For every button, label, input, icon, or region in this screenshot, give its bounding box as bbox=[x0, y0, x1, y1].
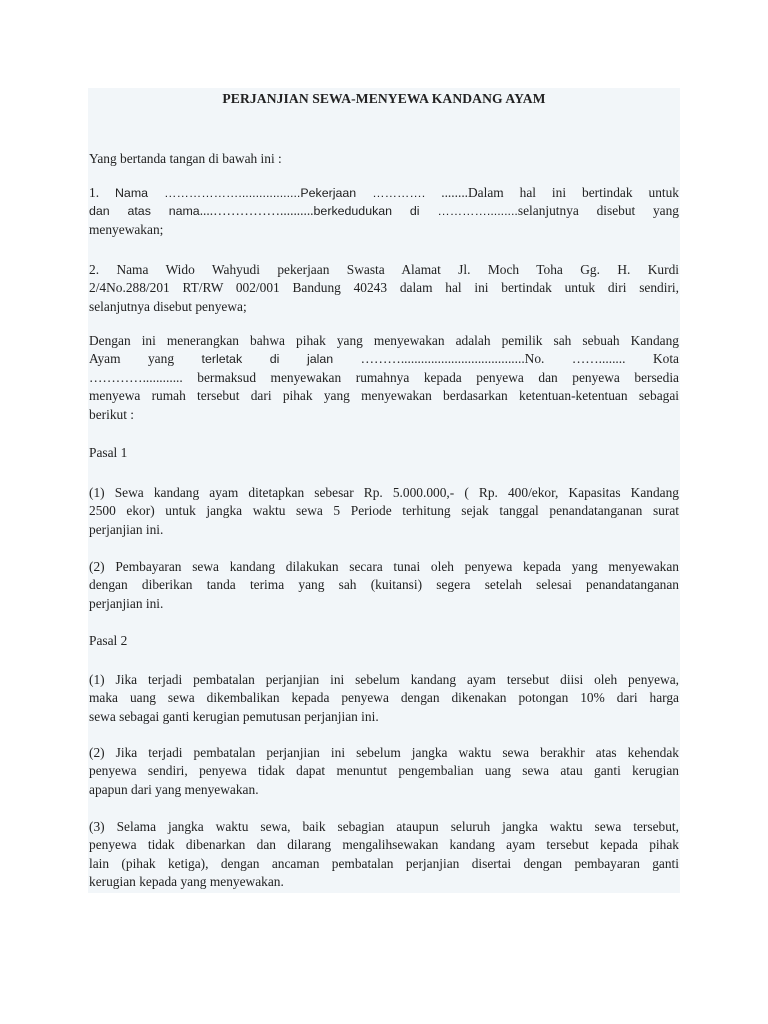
statement-line-5: berikut : bbox=[89, 406, 134, 422]
party-2-line-2: 2/4No.288/201 RT/RW 002/001 Bandung 40243 dalam hal ini bertindak untuk diri sendiri, bbox=[89, 280, 679, 296]
party-2-paragraph bbox=[89, 261, 679, 316]
party-1-line-2: dan atas nama....……………..........berkedudukan di ………….........selanjutnya disebut yang bbox=[89, 203, 679, 219]
pasal-2-heading: Pasal 2 bbox=[89, 633, 128, 648]
pasal-1-clause-2: (2) Pembayaran sewa kandang dilakukan secara tunai oleh penyewa kepada yang menyewakan dengan diberikan tanda terima yang sah (kuitansi) segera setelah selesai penandatanganan perjanjian ini. bbox=[89, 559, 679, 611]
pasal-1-clause-1: (1) Sewa kandang ayam ditetapkan sebesar Rp. 5.000.000,- ( Rp. 400/ekor, Kapasitas Kandang 2500 ekor) untuk jangka waktu sewa 5 Periode terhitung sejak tanggal penandatanganan surat perjanjian ini. bbox=[89, 485, 679, 537]
pasal-2-clause-3: (3) Selama jangka waktu sewa, baik sebagian ataupun seluruh jangka waktu sewa tersebut, penyewa tidak dibenarkan dan dilarang mengalihsewakan kandang ayam tersebut kepada pihak lain (pihak ketiga), dengan ancaman pembatalan perjanjian disertai dengan pembayaran ganti kerugian kepada yang menyewakan. bbox=[89, 819, 679, 890]
pasal-2-clause-1: (1) Jika terjadi pembatalan perjanjian ini sebelum kandang ayam tersebut diisi oleh penyewa, maka uang sewa dikembalikan kepada penyewa dengan dikenakan potongan 10% dari harga sewa sebagai ganti kerugian pemutusan perjanjian ini. bbox=[89, 672, 679, 724]
party-1-paragraph bbox=[89, 184, 679, 239]
pasal-1-heading: Pasal 1 bbox=[89, 445, 128, 460]
statement-line-1: Dengan ini menerangkan bahwa pihak yang menyewakan adalah pemilik sah sebuah Kandang bbox=[89, 333, 679, 348]
statement-line-4: menyewa rumah tersebut dari pihak yang menyewakan berdasarkan ketentuan-ketentuan sebagai bbox=[89, 388, 679, 404]
document-title: PERJANJIAN SEWA-MENYEWA KANDANG AYAM bbox=[222, 91, 546, 106]
statement-line-2: Ayam yang terletak di jalan ……….....................................No. ……........ Kota bbox=[89, 351, 679, 367]
statement-line-3: …………............ bermaksud menyewakan rumahnya kepada penyewa dan penyewa bersedia bbox=[89, 369, 679, 385]
party-2-line-3: selanjutnya disebut penyewa; bbox=[89, 298, 247, 314]
statement-paragraph bbox=[89, 332, 679, 424]
party-1-line-1: 1. Nama ………………..................Pekerjaan …………. ........Dalam hal ini bertindak untuk bbox=[89, 185, 679, 200]
intro-text: Yang bertanda tangan di bawah ini : bbox=[89, 151, 282, 166]
party-1-line-3: menyewakan; bbox=[89, 221, 164, 237]
pasal-2-clause-2: (2) Jika terjadi pembatalan perjanjian ini sebelum jangka waktu sewa berakhir atas kehendak penyewa sendiri, penyewa tidak dapat menuntut pengembalian uang sewa atau ganti kerugian apapun dari yang menyewakan. bbox=[89, 745, 679, 797]
document-page bbox=[88, 88, 680, 893]
party-2-line-1: 2. Nama Wido Wahyudi pekerjaan Swasta Alamat Jl. Moch Toha Gg. H. Kurdi bbox=[89, 262, 679, 277]
